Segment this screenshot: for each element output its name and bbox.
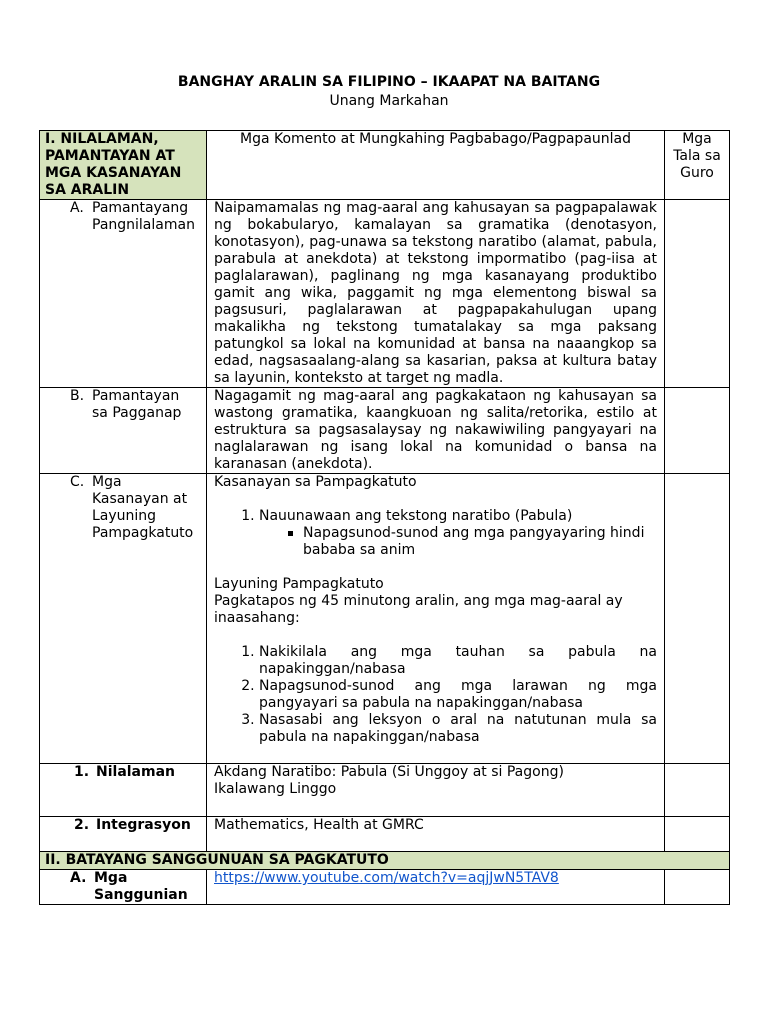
competency-list: [214, 508, 657, 559]
header-cell-content-standards: I. NILALAMAN, PAMANTAYAN AT MGA KASANAYAN SA ARALIN: [40, 131, 207, 200]
row-marker: 1.: [74, 764, 90, 780]
lesson-plan-table: [39, 130, 730, 905]
row-label: Pamantayang Pangnilalaman: [92, 200, 195, 233]
row-label-cell: [40, 474, 207, 764]
header-cell-teacher-notes: Mga Tala sa Guro: [665, 131, 730, 200]
table-header-row: [40, 131, 730, 200]
row-marker: A.: [70, 200, 84, 216]
row-marker: C.: [70, 474, 85, 490]
list-item: 1. Nauunawaan ang tekstong naratibo (Pabula) Napagsunod-sunod ang mga pangyayaring hindi bababa sa anim: [259, 508, 657, 559]
row-label: Nilalaman: [96, 764, 176, 780]
row-label: Mga Kasanayan at Layuning Pampagkatuto: [92, 474, 194, 541]
teacher-notes-cell: [665, 200, 730, 388]
content-week: Ikalawang Linggo: [214, 781, 337, 797]
teacher-notes-cell: [665, 474, 730, 764]
teacher-notes-cell: [665, 870, 730, 905]
row-marker: 2.: [74, 817, 90, 833]
objectives-heading: Layuning Pampagkatuto: [214, 576, 384, 592]
row-label: Mga Sanggunian: [94, 870, 188, 903]
document-subtitle: Unang Markahan: [329, 93, 449, 109]
table-row-content-standard: [40, 200, 730, 388]
content-text: Akdang Naratibo: Pabula (Si Unggoy at si Pagong): [214, 764, 564, 780]
table-row-performance-standard: [40, 388, 730, 474]
competency-heading: Kasanayan sa Pampagkatuto: [214, 474, 417, 490]
objectives-list: [214, 644, 657, 746]
teacher-notes-cell: [665, 764, 730, 817]
list-item: 1. Nakikilala ang mga tauhan sa pabula na napakinggan/nabasa: [259, 644, 657, 678]
section-heading: II. BATAYANG SANGGUNUAN SA PAGKATUTO: [40, 852, 730, 870]
row-label-cell: [40, 200, 207, 388]
row-label-cell: [40, 388, 207, 474]
teacher-notes-cell: [665, 817, 730, 852]
header-cell-comments: Mga Komento at Mungkahing Pagbabago/Pagpapaunlad: [207, 131, 665, 200]
list-item: 3. Nasasabi ang leksyon o aral na natutunan mula sa pabula na napakinggan/nabasa: [259, 712, 657, 746]
row-label-cell: [40, 764, 207, 817]
content-cell: [207, 764, 665, 817]
learning-competencies-cell: [207, 474, 665, 764]
competency-sublist: [259, 525, 657, 559]
table-row-content: [40, 764, 730, 817]
performance-standard-text: Nagagamit ng mag-aaral ang pagkakataon ng kahusayan sa wastong gramatika, kaangkuoan ng salita/retorika, estilo at estruktura sa pagsasalaysay ng nakawiwiling pangyayari na naglalarawan ng isang lokal na komunidad o bansa na karanasan (anekdota).: [207, 388, 665, 474]
row-label: Pamantayan sa Pagganap: [92, 388, 182, 421]
row-label: Integrasyon: [96, 817, 191, 833]
row-label-cell: [40, 870, 207, 905]
row-label-cell: [40, 817, 207, 852]
reference-link[interactable]: https://www.youtube.com/watch?v=aqjJwN5TAV8: [214, 870, 559, 886]
section-row-learning-resources: [40, 852, 730, 870]
table-row-learning-competencies: [40, 474, 730, 764]
integration-text: Mathematics, Health at GMRC: [207, 817, 665, 852]
teacher-notes-cell: [665, 388, 730, 474]
row-marker: A.: [70, 870, 87, 886]
references-cell: [207, 870, 665, 905]
list-item: Napagsunod-sunod ang mga pangyayaring hindi bababa sa anim: [303, 525, 657, 559]
square-bullet-icon: [288, 531, 293, 536]
content-standard-text: Naipamamalas ng mag-aaral ang kahusayan sa pagpapalawak ng bokabularyo, kamalayan sa gramatika (denotasyon, konotasyon), pag-unawa sa tekstong naratibo (alamat, pabula, parabula at anekdota) at tekstong impormatibo (pag-iisa at paglalarawan), paglinang ng mga kasanayang produktibo gamit ang wika, paggamit ng mga elementong biswal sa pagsusuri, paglalarawan at pagpapakahulugan upang makalikha ng tekstong tumatalakay sa mga paksang patungkol sa lokal na komunidad at bansa na naaangkop sa edad, nagsasaalang-alang sa kasarian, paksa at kultura batay sa layunin, konteksto at target ng madla.: [207, 200, 665, 388]
document-title: BANGHAY ARALIN SA FILIPINO – IKAAPAT NA BAITANG: [177, 74, 601, 90]
table-row-references: [40, 870, 730, 905]
objectives-intro: Pagkatapos ng 45 minutong aralin, ang mga mag-aaral ay inaasahang:: [214, 593, 623, 626]
table-row-integration: [40, 817, 730, 852]
list-item: 2. Napagsunod-sunod ang mga larawan ng mga pangyayari sa pabula na napakinggan/nabasa: [259, 678, 657, 712]
row-marker: B.: [70, 388, 85, 404]
